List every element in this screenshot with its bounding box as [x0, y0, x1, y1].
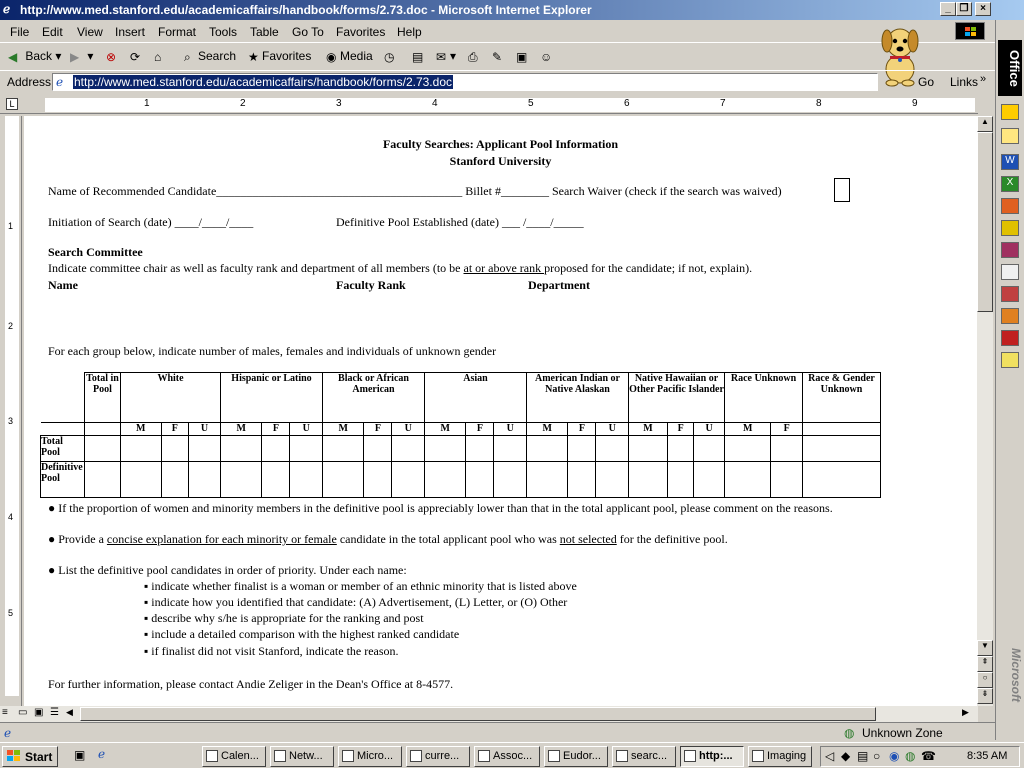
menu-tools[interactable]: Tools [209, 25, 238, 39]
calendar-icon[interactable] [1001, 286, 1019, 302]
clock: 8:35 AM [967, 750, 1008, 762]
previous-page-icon[interactable]: ⇞ [977, 656, 993, 672]
ie-icon: ℯ [3, 2, 11, 16]
th-race-gender-unknown: Race & Gender Unknown [803, 373, 881, 423]
address-input[interactable] [52, 73, 878, 91]
home-icon: ⌂ [154, 49, 162, 64]
microsoft-brand: Microsoft [1009, 648, 1023, 702]
doc-subtitle: Stanford University [449, 154, 552, 168]
th-race-unknown: Race Unknown [725, 373, 803, 423]
edit-button[interactable] [492, 49, 506, 64]
scroll-right-button[interactable]: ▶ [962, 707, 969, 717]
tasks-icon[interactable] [1001, 308, 1019, 324]
favorites-label: Favorites [262, 49, 312, 63]
vertical-ruler [0, 116, 22, 706]
horizontal-ruler [0, 96, 978, 114]
print-button[interactable] [468, 49, 482, 64]
print-view-icon[interactable]: ▣ [34, 707, 44, 718]
mail-icon: ✉ [436, 49, 447, 64]
minimize-button[interactable]: _ [940, 2, 956, 16]
ruler-number: 5 [528, 98, 534, 109]
zone-globe-icon: ◍ [844, 726, 855, 740]
th-black: Black or African American [323, 373, 425, 423]
back-arrow-icon: ◀ [8, 49, 18, 64]
vertical-scrollbar[interactable] [977, 116, 993, 706]
powerpoint-icon[interactable] [1001, 198, 1019, 214]
history-button[interactable] [384, 49, 398, 64]
status-bar [0, 722, 1024, 742]
task-calendar[interactable]: Calen... [202, 746, 266, 767]
home-button[interactable] [154, 49, 168, 64]
page-status-icon: ℯ [4, 726, 12, 740]
print-icon: ⎙ [468, 49, 478, 64]
tab-selector-icon[interactable]: L [6, 98, 18, 110]
history-icon: ◷ [384, 49, 395, 64]
page-icon: ℯ [56, 75, 64, 89]
windows-logo [955, 22, 985, 40]
tray-icon-c[interactable]: ○ [873, 749, 881, 763]
tray-icon-d[interactable]: ◉ [889, 749, 900, 763]
contact-line: For further information, please contact Andie Zeliger in the Dean's Office at 8-4577. [48, 677, 454, 691]
menu-insert[interactable]: Insert [115, 25, 146, 39]
title-bar [0, 0, 1024, 20]
quicklaunch-desktop-icon[interactable]: ▣ [74, 748, 86, 762]
mail-button[interactable]: ✉ ▾ [436, 49, 457, 64]
taskbar [0, 742, 1024, 768]
scroll-thumb[interactable] [977, 132, 993, 312]
excel-icon[interactable]: X [1001, 176, 1019, 192]
toolbar [0, 42, 1000, 70]
candidate-line: Name of Recommended Candidate_________________________________________ Billet #________ Search Waiver (check if the search was waived) [48, 184, 782, 198]
scroll-up-button[interactable]: ▲ [977, 116, 993, 132]
menu-edit[interactable]: Edit [42, 25, 63, 39]
access-icon[interactable] [1001, 242, 1019, 258]
subitem: ▪ if finalist did not visit Stanford, indicate the reason. [144, 644, 399, 658]
stop-icon: ⊗ [106, 49, 117, 64]
vruler-number: 1 [8, 221, 14, 231]
media-icon: ◉ [326, 49, 337, 64]
committee-instructions: Indicate committee chair as well as faculty rank and department of all members (to be at or above rank proposed for the candidate; if not, explain). [48, 261, 753, 275]
subitem: ▪ describe why s/he is appropriate for the ranking and post [144, 611, 424, 625]
ruler-number: 8 [816, 98, 822, 109]
table-corner [41, 373, 85, 423]
contacts-icon[interactable] [1001, 264, 1019, 280]
discuss-button[interactable] [516, 49, 530, 64]
go-button[interactable]: Go [918, 75, 935, 89]
task-micro[interactable]: Micro... [338, 746, 402, 767]
bullet-list-candidates: ● List the definitive pool candidates in order of priority. Under each name: [48, 563, 407, 577]
th-total: Total in Pool [85, 373, 121, 423]
menu-goto[interactable]: Go To [292, 25, 324, 39]
media-button[interactable] [326, 49, 373, 64]
search-icon: ⌕ [184, 49, 191, 64]
row-total-pool: Total Pool [41, 436, 85, 462]
task-search[interactable]: searc... [612, 746, 676, 767]
journal-icon[interactable] [1001, 330, 1019, 346]
search-label: Search [198, 49, 237, 63]
tray-icon-a[interactable]: ◆ [841, 749, 851, 763]
windows-flag-icon [7, 750, 21, 762]
edit-icon: ✎ [492, 49, 503, 64]
committee-heading: Search Committee [48, 245, 143, 259]
forward-arrow-icon: ▶ [70, 49, 80, 64]
tray-icon-f[interactable]: ☎ [921, 749, 936, 763]
task-curre[interactable]: curre... [406, 746, 470, 767]
applicant-pool-table: Total in Pool White Hispanic or Latino Black or African American Asian American Indian or Native Alaskan Native Hawaiian or Other Pacific Islander Race Unknown Race & Gender Unknown M F U M F U M F U M F U M F U M F U M F Total Pool Definitive Pool [40, 372, 881, 498]
menu-help[interactable]: Help [397, 25, 422, 39]
col-faculty-rank: Faculty Rank [336, 278, 406, 292]
bullet-proportion: ● If the proportion of women and minority members in the definitive pool is appreciably lower than that in the total applicant pool, please comment on the reasons. [48, 501, 833, 515]
bullet-explanation: ● Provide a concise explanation for each minority or female candidate in the total applicant pool who was not selected for the definitive pool. [48, 532, 728, 546]
close-button[interactable]: × [975, 2, 991, 16]
folder-icon: ▤ [412, 49, 424, 64]
menu-view[interactable]: View [77, 25, 103, 39]
back-button[interactable]: ◀ Back ▾ [8, 49, 62, 64]
quicklaunch-ie-icon[interactable]: ℯ [98, 747, 106, 761]
ruler-number: 2 [240, 98, 246, 109]
favorites-icon: ★ [248, 49, 259, 64]
scroll-down-button[interactable]: ▼ [977, 640, 993, 656]
initiation-line: Initiation of Search (date) ____/____/____ [48, 215, 254, 229]
normal-view-icon[interactable]: ≡ [2, 707, 8, 718]
task-http[interactable]: http:... [680, 746, 744, 767]
search-button[interactable] [184, 49, 236, 64]
folders-button[interactable] [412, 49, 426, 64]
favorites-button[interactable] [248, 49, 311, 64]
links-button[interactable]: Links [950, 75, 979, 89]
search-waiver-checkbox[interactable] [834, 178, 850, 202]
menu-favorites[interactable]: Favorites [336, 25, 386, 39]
web-view-icon[interactable]: ▭ [18, 707, 28, 718]
office-label: Office [998, 40, 1022, 96]
menu-table[interactable]: Table [250, 25, 279, 39]
ruler-number: 1 [144, 98, 150, 109]
group-instructions: For each group below, indicate number of males, females and individuals of unknown gender [48, 344, 497, 358]
col-name: Name [48, 278, 78, 292]
discuss-icon: ▣ [516, 49, 528, 64]
address-bar [0, 70, 1000, 92]
row-definitive-pool: Definitive Pool [41, 462, 85, 498]
back-label: Back [25, 49, 53, 63]
messenger-icon: ☺ [540, 49, 553, 64]
document-page[interactable] [24, 116, 977, 706]
volume-icon[interactable]: ◁ [825, 749, 835, 763]
th-american-indian: American Indian or Native Alaskan [527, 373, 629, 423]
notes-icon[interactable] [1001, 352, 1019, 368]
th-hawaiian: Native Hawaiian or Other Pacific Islander [629, 373, 725, 423]
table-cell[interactable] [85, 462, 121, 498]
tray-icon-e[interactable]: ◍ [905, 749, 916, 763]
ruler-number: 4 [432, 98, 438, 109]
messenger-button[interactable] [540, 49, 554, 64]
th-white: White [121, 373, 221, 423]
doc-title: Faculty Searches: Applicant Pool Information [382, 137, 619, 151]
select-browse-object-icon[interactable]: ○ [977, 672, 993, 688]
address-url: http://www.med.stanford.edu/academicaffairs/handbook/forms/2.73.doc [74, 75, 452, 89]
hscroll-thumb[interactable] [80, 707, 876, 721]
task-netw[interactable]: Netw... [270, 746, 334, 767]
word-icon[interactable]: W [1001, 154, 1019, 170]
subitem: ▪ indicate whether finalist is a woman or member of an ethnic minority that is listed above [144, 579, 577, 593]
vruler-number: 3 [8, 416, 14, 426]
task-eudora[interactable]: Eudor... [544, 746, 608, 767]
open-folder-icon[interactable] [1001, 128, 1019, 144]
ruler-number: 3 [336, 98, 342, 109]
address-label: Address [7, 75, 52, 89]
window-title: http://www.med.stanford.edu/academicaffairs/handbook/forms/2.73.doc - Microsoft Internet Explorer [20, 3, 592, 17]
next-page-icon[interactable]: ⇟ [977, 688, 993, 704]
forward-button[interactable]: ▶ ▾ [70, 49, 94, 64]
task-imaging[interactable]: Imaging [748, 746, 812, 767]
definitive-date-line: Definitive Pool Established (date) ___ /____/_____ [336, 215, 584, 229]
links-chevron-icon[interactable]: » [980, 73, 987, 85]
restore-button[interactable]: ❐ [956, 2, 972, 16]
stop-button[interactable] [106, 49, 120, 64]
vruler-number: 4 [8, 512, 14, 522]
vruler-number: 2 [8, 321, 14, 331]
table-cell[interactable] [85, 436, 121, 462]
menu-format[interactable]: Format [158, 25, 197, 39]
subitem: ▪ indicate how you identified that candidate: (A) Advertisement, (L) Letter, or (O) Other [144, 595, 568, 609]
start-button[interactable] [2, 746, 58, 767]
zone-label: Unknown Zone [862, 726, 943, 740]
scroll-left-button[interactable]: ◀ [66, 707, 73, 717]
office-shortcut-bar [995, 20, 1024, 740]
menu-file[interactable]: File [10, 25, 30, 39]
ruler-number: 6 [624, 98, 630, 109]
system-tray [820, 746, 1020, 767]
outlook-icon[interactable] [1001, 220, 1019, 236]
horizontal-scrollbar[interactable] [0, 706, 978, 722]
menu-bar [0, 20, 1000, 42]
th-hispanic: Hispanic or Latino [221, 373, 323, 423]
th-asian: Asian [425, 373, 527, 423]
refresh-button[interactable] [130, 49, 144, 64]
start-label: Start [25, 750, 53, 764]
media-label: Media [340, 49, 373, 63]
subitem: ▪ include a detailed comparison with the highest ranked candidate [144, 627, 460, 641]
ruler-number: 9 [912, 98, 918, 109]
col-department: Department [528, 278, 590, 292]
refresh-icon: ⟳ [130, 49, 141, 64]
ruler-number: 7 [720, 98, 726, 109]
tray-icon-b[interactable]: ▤ [857, 749, 869, 763]
vruler-number: 5 [8, 608, 14, 618]
new-document-icon[interactable] [1001, 104, 1019, 120]
task-assoc[interactable]: Assoc... [474, 746, 540, 767]
outline-view-icon[interactable]: ☰ [50, 707, 59, 718]
